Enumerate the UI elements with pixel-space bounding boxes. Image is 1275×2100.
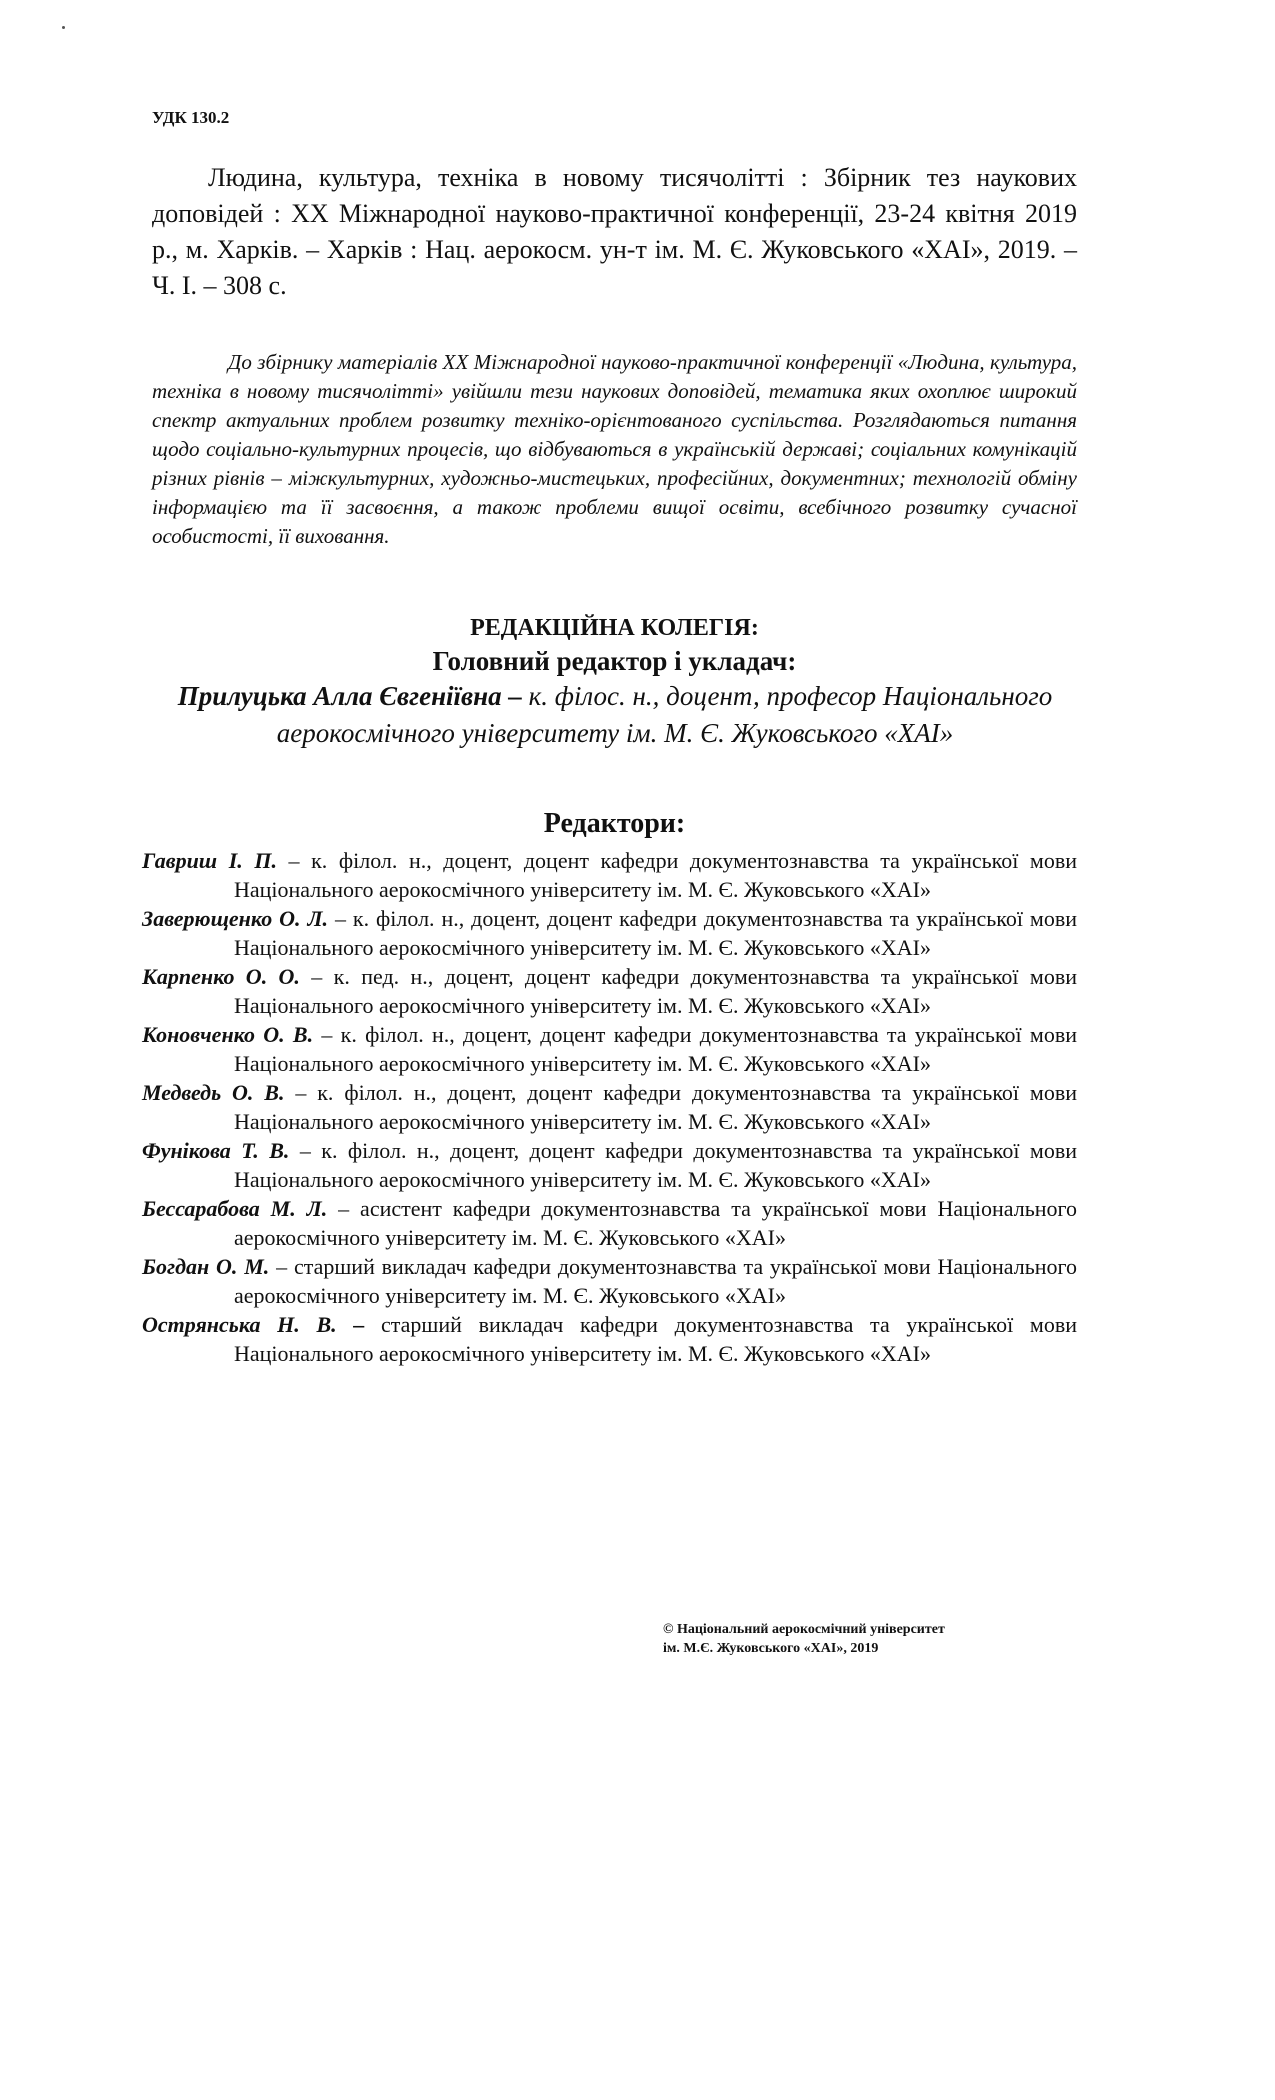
- editor-entry: [142, 1020, 1077, 1078]
- editors-list: [142, 846, 1077, 1368]
- copyright-line-2: ім. М.Є. Жуковського «ХАІ», 2019: [663, 1641, 879, 1656]
- editor-name: Бессарабова М. Л.: [142, 1196, 328, 1221]
- editors-heading: Редактори:: [543, 808, 686, 839]
- editor-description: – к. філол. н., доцент, доцент кафедри документознавства та української мови Національного аерокосмічного університету ім. М. Є. Жуковського «ХАІ»: [234, 906, 1077, 960]
- editor-entry: [142, 1310, 1077, 1368]
- editorial-board-heading: РЕДАКЦІЙНА КОЛЕГІЯ:: [470, 615, 759, 641]
- editor-description: – к. пед. н., доцент, доцент кафедри документознавства та української мови Національного аерокосмічного університету ім. М. Є. Жуковського «ХАІ»: [234, 964, 1077, 1018]
- editor-description: – старший викладач кафедри документознавства та української мови Національного аерокосмічного університету ім. М. Є. Жуковського «ХАІ»: [234, 1254, 1077, 1308]
- bibliographic-citation: [152, 160, 1077, 304]
- editor-entry: [142, 1136, 1077, 1194]
- copyright-notice: [663, 1620, 1023, 1658]
- editor-description: – асистент кафедри документознавства та української мови Національного аерокосмічного університету ім. М. Є. Жуковського «ХАІ»: [234, 1196, 1077, 1250]
- editor-entry: [142, 1194, 1077, 1252]
- editor-name: Фунікова Т. В.: [142, 1138, 290, 1163]
- editor-entry: [142, 962, 1077, 1020]
- editor-name: Карпенко О. О.: [142, 964, 300, 989]
- scan-speck: [62, 26, 65, 29]
- editor-entry: [142, 846, 1077, 904]
- editor-description: – к. філол. н., доцент, доцент кафедри документознавства та української мови Національного аерокосмічного університету ім. М. Є. Жуковського «ХАІ»: [234, 1138, 1077, 1192]
- citation-text: Людина, культура, техніка в новому тисячолітті : Збірник тез наукових доповідей : ХХ Міжнародної науково-практичної конференції, 23-24 квітня 2019 р., м. Харків. – Харків : Нац. аерокосм. ун-т ім. М. Є. Жуковського «ХАІ», 2019. –Ч. І. – 308 с.: [152, 163, 1077, 300]
- chief-editor-name: Прилуцька Алла Євгеніївна –: [177, 681, 522, 711]
- editor-entry: [142, 1252, 1077, 1310]
- editor-name: Гавриш І. П.: [142, 848, 277, 873]
- editor-name: Медведь О. В.: [142, 1080, 285, 1105]
- editor-description: – к. філол. н., доцент, доцент кафедри документознавства та української мови Національного аерокосмічного університету ім. М. Є. Жуковського «ХАІ»: [234, 1080, 1077, 1134]
- chief-editor-heading: Головний редактор і укладач:: [432, 646, 797, 676]
- chief-editor-entry: [170, 678, 1060, 752]
- editor-description: старший викладач кафедри документознавства та української мови Національного аерокосмічного університету ім. М. Є. Жуковського «ХАІ»: [234, 1312, 1078, 1366]
- abstract-paragraph: До збірнику матеріалів ХХ Міжнародної науково-практичної конференції «Людина, культура, техніка в новому тисячолітті» увійшли тези наукових доповідей, тематика яких охоплює широкий спектр актуальних проблем розвитку техніко-орієнтованого суспільства. Розглядаються питання щодо соціально-культурних процесів, що відбуваються в українській державі; соціальних комунікацій різних рівнів – міжкультурних, художньо-мистецьких, професійних, документних; технологій обміну інформацією та її засвоєння, а також проблеми вищої освіти, всебічного розвитку сучасної особистості, її виховання.: [152, 350, 1077, 548]
- editor-name: Коновченко О. В.: [142, 1022, 314, 1047]
- chief-editor-description: к. філос. н., доцент, професор Національного аерокосмічного університету ім. М. Є. Жуковського «ХАІ»: [276, 681, 1053, 748]
- copyright-line-1: © Національний аерокосмічний університет: [663, 1622, 945, 1637]
- editor-name: Богдан О. М.: [142, 1254, 270, 1279]
- editor-description: – к. філол. н., доцент, доцент кафедри документознавства та української мови Національного аерокосмічного університету ім. М. Є. Жуковського «ХАІ»: [234, 1022, 1077, 1076]
- editor-entry: [142, 904, 1077, 962]
- editor-name: Острянська Н. В. –: [142, 1312, 365, 1337]
- editor-name: Заверющенко О. Л.: [142, 906, 329, 931]
- editor-entry: [142, 1078, 1077, 1136]
- udk-code: УДК 130.2: [152, 108, 230, 127]
- editor-description: – к. філол. н., доцент, доцент кафедри документознавства та української мови Національного аерокосмічного університету ім. М. Є. Жуковського «ХАІ»: [234, 848, 1077, 902]
